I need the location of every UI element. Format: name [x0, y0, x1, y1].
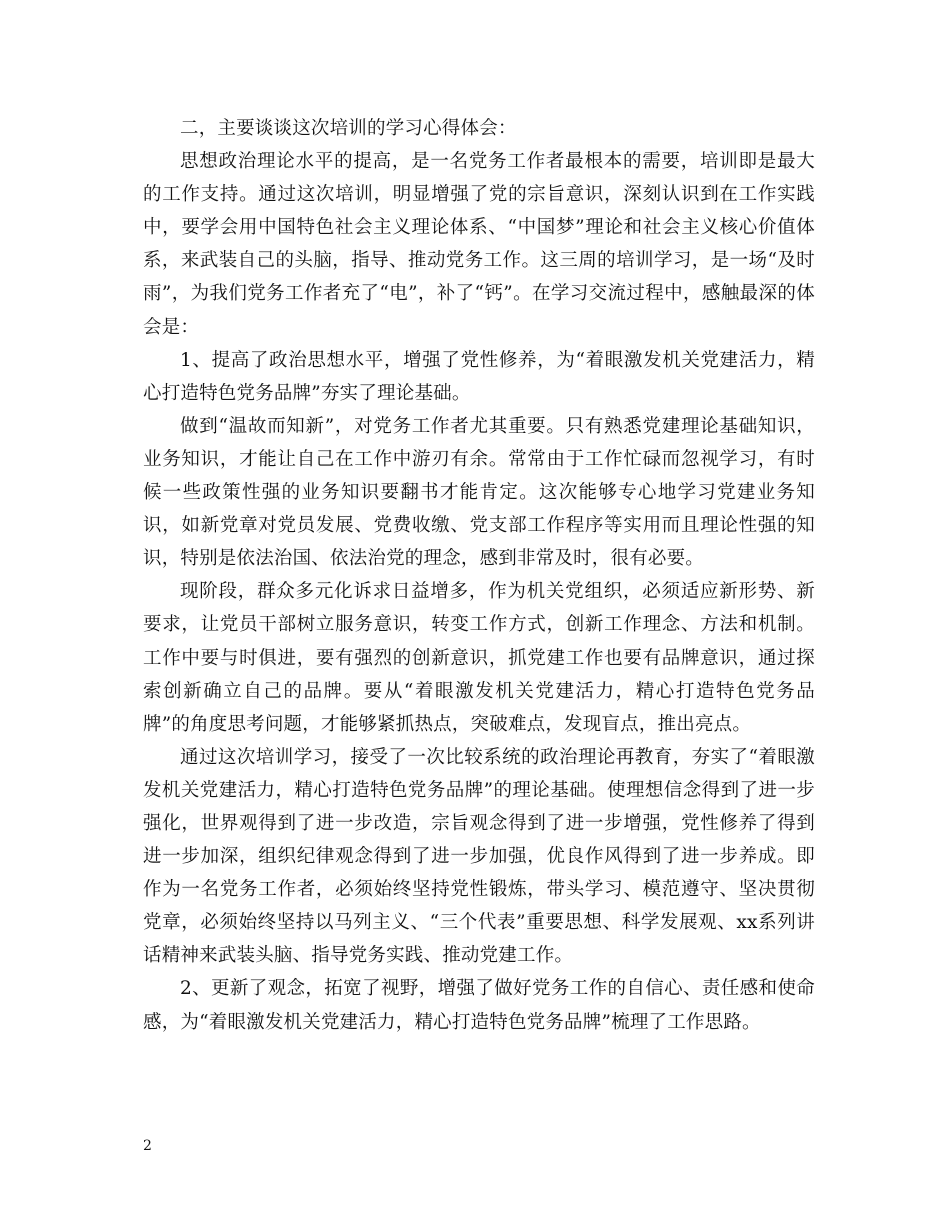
paragraph-point-1: 1、提高了政治思想水平，增强了党性修养，为“着眼激发机关党建活力，精心打造特色党务品牌”夯实了理论基础。	[143, 349, 815, 404]
paragraph-training-result: 通过这次培训学习，接受了一次比较系统的政治理论再教育，夯实了“着眼激发机关党建活力，精心打造特色党务品牌”的理论基础。使理想信念得到了进一步强化，世界观得到了进一步改造，宗旨观念得到了进一步增强，党性修养了得到进一步加深，组织纪律观念得到了进一步加强，优良作风得到了进一步养成。即作为一名党务工作者，必须始终坚持党性锻炼，带头学习、模范遵守、坚决贯彻党章，必须始终坚持以马列主义、“三个代表”重要思想、科学发展观、xx系列讲话精神来武装头脑、指导党务实践、推动党建工作。	[143, 746, 815, 967]
document-body	[143, 112, 815, 1039]
page-number: 2	[143, 1138, 152, 1154]
section-heading: 二，主要谈谈这次培训的学习心得体会：	[180, 118, 517, 139]
paragraph-intro: 思想政治理论水平的提高，是一名党务工作者最根本的需要，培训即是最大的工作支持。通过这次培训，明显增强了党的宗旨意识，深刻认识到在工作实践中，要学会用中国特色社会主义理论体系、“中国梦”理论和社会主义核心价值体系，来武装自己的头脑，指导、推动党务工作。这三周的培训学习，是一场“及时雨”，为我们党务工作者充了“电”，补了“钙”。在学习交流过程中，感触最深的体会是：	[143, 151, 815, 338]
paragraph-point-2: 2、更新了观念，拓宽了视野，增强了做好党务工作的自信心、责任感和使命感，为“着眼激发机关党建活力，精心打造特色党务品牌”梳理了工作思路。	[143, 978, 815, 1033]
paragraph-review-knowledge: 做到“温故而知新”，对党务工作者尤其重要。只有熟悉党建理论基础知识，业务知识，才能让自己在工作中游刃有余。常常由于工作忙碌而忽视学习，有时候一些政策性强的业务知识要翻书才能肯定。这次能够专心地学习党建业务知识，如新党章对党员发展、党费收缴、党支部工作程序等实用而且理论性强的知识，特别是依法治国、依法治党的理念，感到非常及时，很有必要。	[143, 415, 815, 570]
paragraph-current-stage: 现阶段，群众多元化诉求日益增多，作为机关党组织，必须适应新形势、新要求，让党员干部树立服务意识，转变工作方式，创新工作理念、方法和机制。工作中要与时俱进，要有强烈的创新意识，抓党建工作也要有品牌意识，通过探索创新确立自己的品牌。要从“着眼激发机关党建活力，精心打造特色党务品牌”的角度思考问题，才能够紧抓热点，突破难点，发现盲点，推出亮点。	[143, 581, 815, 735]
